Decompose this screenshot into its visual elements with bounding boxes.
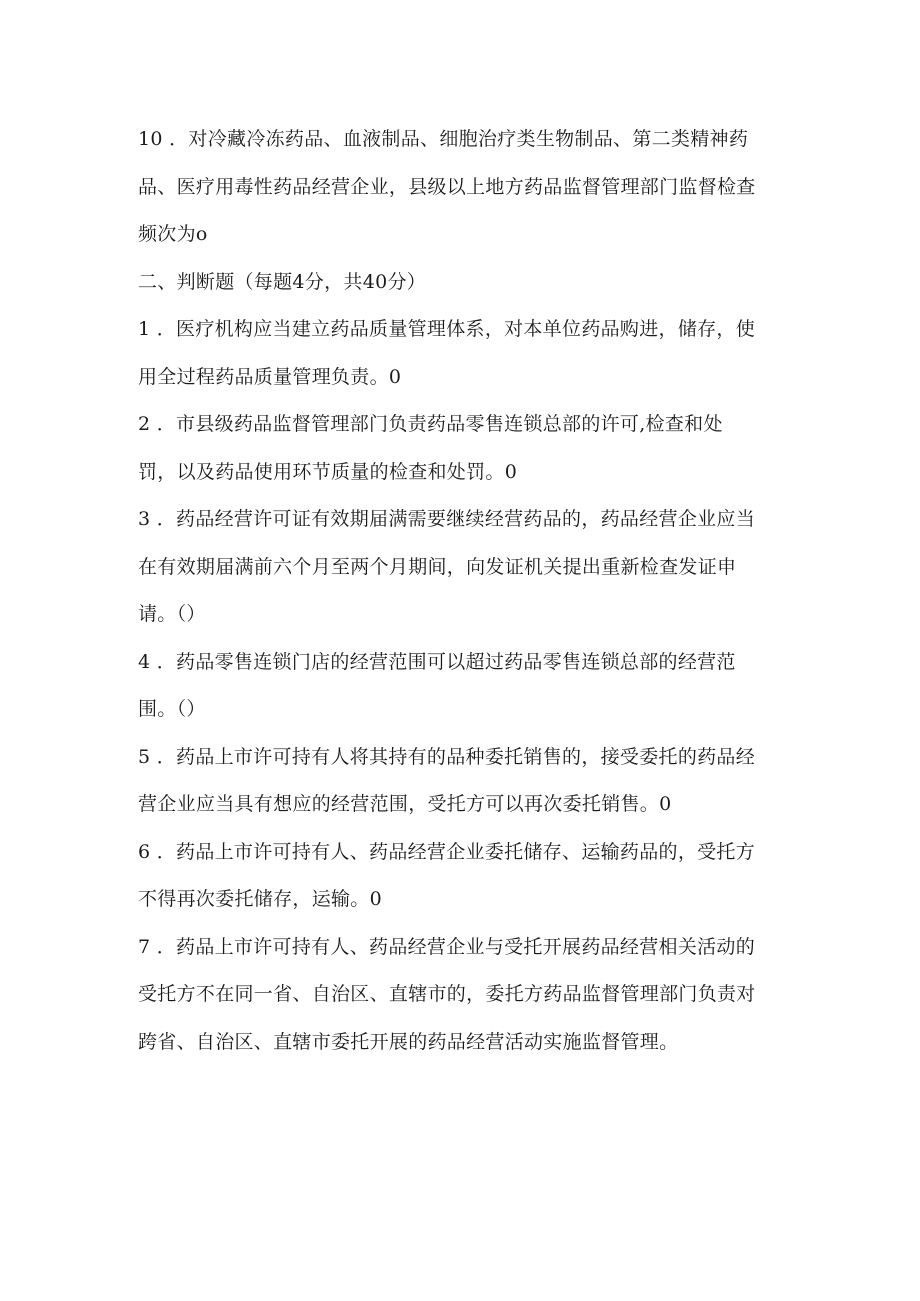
tf-question-6-line-1: 6 ．药品上市许可持有人、药品经营企业委托储存、运输药品的，受托方: [138, 840, 756, 863]
document-body: [138, 116, 788, 1066]
tf-question-7-line-2: 受托方不在同一省、自治区、直辖市的，委托方药品监督管理部门负责对: [138, 983, 756, 1005]
tf-question-3-line-2: 在有效期届满前六个月至两个月期间，向发证机关提出重新检查发证申: [138, 555, 737, 578]
tf-question-7-line-1: 7 ．药品上市许可持有人、药品经营企业与受托开展药品经营相关活动的: [138, 935, 756, 958]
tf-question-6-line-2: 不得再次委托储存，运输。0: [138, 888, 382, 910]
tf-question-7-line-3: 跨省、自治区、直辖市委托开展的药品经营活动实施监督管理。: [138, 1030, 679, 1053]
tf-question-1-line-2: 用全过程药品质量管理负责。0: [138, 365, 402, 388]
tf-question-5-line-2: 营企业应当具有想应的经营范围，受托方可以再次委托销售。0: [138, 793, 672, 815]
question-10-line-2: 品、医疗用毒性药品经营企业，县级以上地方药品监督管理部门监督检查: [138, 175, 756, 198]
tf-question-1-line-1: 1 ．医疗机构应当建立药品质量管理体系，对本单位药品购进，储存，使: [138, 318, 756, 340]
question-10-line-3: 频次为o: [138, 223, 208, 245]
tf-question-3-line-1: 3 ．药品经营许可证有效期届满需要继续经营药品的，药品经营企业应当: [138, 508, 756, 530]
tf-question-2-line-2: 罚，以及药品使用环节质量的检查和处罚。0: [138, 460, 518, 483]
question-10-line-1: 10 ．对冷藏冷冻药品、血液制品、细胞治疗类生物制品、第二类精神药: [138, 128, 749, 150]
tf-question-2-line-1: 2 ．市县级药品监督管理部门负责药品零售连锁总部的许可,检查和处: [138, 413, 723, 435]
tf-question-5-line-1: 5 ．药品上市许可持有人将其持有的品种委托销售的，接受委托的药品经: [138, 745, 756, 768]
tf-question-4-line-2: 围。（）: [138, 698, 206, 720]
section-heading-true-false: 二、判断题（每题4分，共40分）: [138, 270, 427, 293]
tf-question-4-line-1: 4 ．药品零售连锁门店的经营范围可以超过药品零售连锁总部的经营范: [138, 650, 736, 673]
tf-question-3-line-3: 请。（）: [138, 603, 206, 625]
